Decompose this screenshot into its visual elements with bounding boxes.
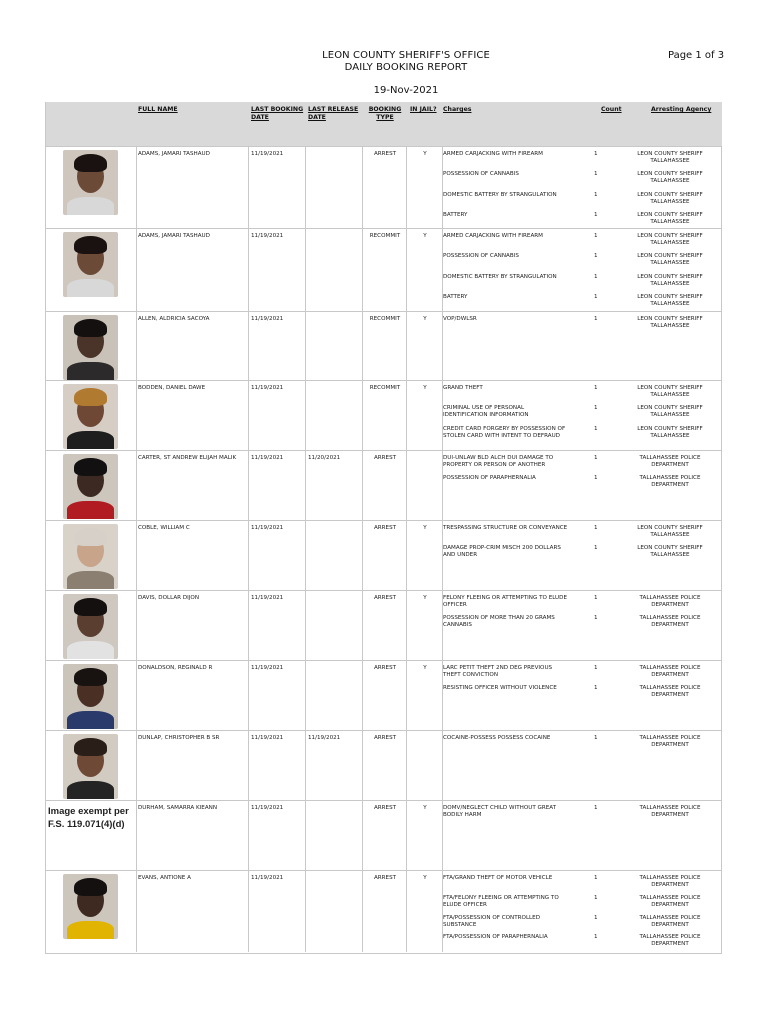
photo-body [67, 921, 114, 939]
photo-hair [74, 458, 107, 476]
inmate-name: DAVIS, DOLLAR DIJON [138, 595, 200, 601]
arresting-agency: TALLAHASSEE POLICE DEPARTMENT [639, 455, 701, 469]
column-divider [406, 312, 407, 380]
charge-description: COCAINE-POSSESS POSSESS COCAINE [443, 735, 551, 741]
col-charges: Charges [443, 106, 472, 113]
column-divider [305, 229, 306, 311]
booking-type: RECOMMIT [369, 233, 401, 239]
column-divider [136, 801, 137, 870]
column-divider [305, 381, 306, 450]
table-row [46, 450, 722, 520]
arresting-agency: LEON COUNTY SHERIFF TALLAHASSEE [637, 151, 703, 165]
last-booking-date: 11/19/2021 [251, 525, 284, 531]
column-divider [248, 147, 249, 228]
column-divider [362, 731, 363, 800]
photo-hair [74, 154, 107, 172]
column-divider [362, 801, 363, 870]
photo-hair [74, 236, 107, 254]
report-date: 19-Nov-2021 [373, 85, 439, 96]
charge-description: ARMED CARJACKING WITH FIREARM [443, 151, 543, 157]
column-divider [248, 521, 249, 590]
arresting-agency: LEON COUNTY SHERIFF TALLAHASSEE [637, 171, 703, 185]
last-booking-date: 11/19/2021 [251, 875, 284, 881]
in-jail: Y [423, 805, 427, 811]
arresting-agency: TALLAHASSEE POLICE DEPARTMENT [639, 595, 701, 609]
in-jail: Y [423, 316, 427, 322]
charge-count: 1 [594, 151, 598, 157]
arresting-agency: TALLAHASSEE POLICE DEPARTMENT [639, 805, 701, 819]
charge-description: BATTERY [443, 294, 468, 300]
photo-hair [74, 319, 107, 337]
charge-description: VOP/DWLSR [443, 316, 477, 322]
column-divider [136, 381, 137, 450]
table-row [46, 800, 722, 870]
col-count: Count [601, 106, 622, 113]
column-divider [406, 871, 407, 952]
arresting-agency: LEON COUNTY SHERIFF TALLAHASSEE [637, 253, 703, 267]
booking-photo [63, 594, 118, 659]
photo-body [67, 711, 114, 729]
charge-count: 1 [594, 455, 598, 461]
booking-photo [63, 454, 118, 519]
last-release-date: 11/19/2021 [308, 735, 341, 741]
photo-hair [74, 598, 107, 616]
column-divider [305, 147, 306, 228]
charge-description: DOMV/NEGLECT CHILD WITHOUT GREAT BODILY HARM [443, 805, 557, 819]
report-name: DAILY BOOKING REPORT [344, 62, 468, 73]
in-jail: Y [423, 151, 427, 157]
photo-body [67, 362, 114, 380]
charge-description: FTA/POSSESSION OF CONTROLLED SUBSTANCE [443, 915, 541, 929]
charge-count: 1 [594, 316, 598, 322]
charge-description: ARMED CARJACKING WITH FIREARM [443, 233, 543, 239]
charge-count: 1 [594, 895, 598, 901]
charge-count: 1 [594, 934, 598, 940]
photo-body [67, 279, 114, 297]
last-booking-date: 11/19/2021 [251, 455, 284, 461]
charge-description: GRAND THEFT [443, 385, 483, 391]
booking-photo [63, 150, 118, 215]
booking-type: RECOMMIT [369, 385, 401, 391]
column-divider [305, 871, 306, 952]
column-divider [362, 229, 363, 311]
photo-body [67, 501, 114, 519]
inmate-name: DUNLAP, CHRISTOPHER B SR [138, 735, 220, 741]
inmate-name: COBLE, WILLIAM C [138, 525, 190, 531]
booking-type: ARREST [373, 525, 397, 531]
table-row [46, 380, 722, 450]
charge-count: 1 [594, 475, 598, 481]
col-booking-type: BOOKING TYPE [368, 106, 402, 121]
col-last-booking-date: LAST BOOKING DATE [251, 106, 304, 121]
charge-description: FTA/GRAND THEFT OF MOTOR VEHICLE [443, 875, 553, 881]
last-booking-date: 11/19/2021 [251, 385, 284, 391]
column-divider [248, 229, 249, 311]
photo-body [67, 781, 114, 799]
booking-type: ARREST [373, 875, 397, 881]
charge-count: 1 [594, 212, 598, 218]
col-in-jail: IN JAIL? [410, 106, 437, 113]
inmate-name: BODDEN, DANIEL DAWE [138, 385, 206, 391]
column-divider [136, 661, 137, 730]
arresting-agency: LEON COUNTY SHERIFF TALLAHASSEE [637, 274, 703, 288]
charge-description: CRIMINAL USE OF PERSONAL IDENTIFICATION INFORMATION [443, 405, 529, 419]
charge-description: POSSESSION OF MORE THAN 20 GRAMS CANNABIS [443, 615, 555, 629]
booking-photo [63, 734, 118, 799]
booking-type: ARREST [373, 805, 397, 811]
arresting-agency: TALLAHASSEE POLICE DEPARTMENT [639, 934, 701, 948]
in-jail: Y [423, 595, 427, 601]
column-divider [406, 661, 407, 730]
col-arresting-agency: Arresting Agency [651, 106, 712, 113]
charge-count: 1 [594, 915, 598, 921]
last-booking-date: 11/19/2021 [251, 805, 284, 811]
charge-description: BATTERY [443, 212, 468, 218]
booking-photo [63, 874, 118, 939]
in-jail: Y [423, 665, 427, 671]
photo-body [67, 641, 114, 659]
booking-photo [63, 664, 118, 729]
arresting-agency: LEON COUNTY SHERIFF TALLAHASSEE [637, 385, 703, 399]
arresting-agency: LEON COUNTY SHERIFF TALLAHASSEE [637, 426, 703, 440]
column-divider [406, 521, 407, 590]
booking-photo [63, 232, 118, 297]
photo-hair [74, 528, 107, 546]
photo-body [67, 197, 114, 215]
charge-count: 1 [594, 735, 598, 741]
charge-count: 1 [594, 294, 598, 300]
booking-type: RECOMMIT [369, 316, 401, 322]
inmate-name: DONALDSON, REGINALD R [138, 665, 213, 671]
charge-description: DUI-UNLAW BLD ALCH DUI DAMAGE TO PROPERTY OR PERSON OF ANOTHER [443, 455, 554, 469]
charge-description: POSSESSION OF CANNABIS [443, 171, 519, 177]
inmate-name: ADAMS, JAMARI TASHAUD [138, 151, 210, 157]
charge-count: 1 [594, 171, 598, 177]
column-divider [406, 731, 407, 800]
charge-count: 1 [594, 274, 598, 280]
booking-table [45, 102, 722, 954]
booking-type: ARREST [373, 735, 397, 741]
office-name: LEON COUNTY SHERIFF'S OFFICE [322, 50, 490, 61]
table-row [46, 520, 722, 590]
last-booking-date: 11/19/2021 [251, 665, 284, 671]
column-divider [248, 731, 249, 800]
arresting-agency: LEON COUNTY SHERIFF TALLAHASSEE [637, 316, 703, 330]
photo-body [67, 431, 114, 449]
photo-body [67, 571, 114, 589]
inmate-name: DURHAM, SAMARRA KIEANN [138, 805, 218, 811]
table-header [46, 102, 722, 146]
arresting-agency: LEON COUNTY SHERIFF TALLAHASSEE [637, 545, 703, 559]
charge-count: 1 [594, 875, 598, 881]
charge-description: POSSESSION OF CANNABIS [443, 253, 519, 259]
column-divider [248, 591, 249, 660]
arresting-agency: LEON COUNTY SHERIFF TALLAHASSEE [637, 233, 703, 247]
charge-count: 1 [594, 685, 598, 691]
column-divider [406, 801, 407, 870]
table-row [46, 311, 722, 380]
inmate-name: EVANS, ANTIONE A [138, 875, 191, 881]
column-divider [362, 312, 363, 380]
photo-hair [74, 738, 107, 756]
photo-hair [74, 878, 107, 896]
column-divider [406, 147, 407, 228]
column-divider [248, 312, 249, 380]
arresting-agency: LEON COUNTY SHERIFF TALLAHASSEE [637, 525, 703, 539]
column-divider [406, 381, 407, 450]
column-divider [305, 801, 306, 870]
photo-hair [74, 668, 107, 686]
column-divider [136, 731, 137, 800]
column-divider [362, 591, 363, 660]
column-divider [305, 591, 306, 660]
table-row [46, 146, 722, 228]
report-title [0, 50, 768, 74]
charge-count: 1 [594, 665, 598, 671]
column-divider [248, 451, 249, 520]
arresting-agency: TALLAHASSEE POLICE DEPARTMENT [639, 665, 701, 679]
inmate-name: ADAMS, JAMARI TASHAUD [138, 233, 210, 239]
page-number: Page 1 of 3 [668, 50, 725, 61]
charge-count: 1 [594, 615, 598, 621]
in-jail: Y [423, 233, 427, 239]
arresting-agency: TALLAHASSEE POLICE DEPARTMENT [639, 875, 701, 889]
column-divider [406, 451, 407, 520]
charge-description: RESISTING OFFICER WITHOUT VIOLENCE [443, 685, 557, 691]
column-divider [362, 147, 363, 228]
arresting-agency: LEON COUNTY SHERIFF TALLAHASSEE [637, 212, 703, 226]
col-full-name: FULL NAME [138, 106, 178, 113]
in-jail: Y [423, 525, 427, 531]
column-divider [248, 801, 249, 870]
table-row [46, 870, 722, 952]
column-divider [362, 451, 363, 520]
photo-hair [74, 388, 107, 406]
column-divider [362, 381, 363, 450]
charge-count: 1 [594, 805, 598, 811]
column-divider [248, 871, 249, 952]
column-divider [362, 871, 363, 952]
col-last-release-date: LAST RELEASE DATE [308, 106, 359, 121]
column-divider [305, 731, 306, 800]
column-divider [362, 661, 363, 730]
charge-description: DAMAGE PROP-CRIM MISCH 200 DOLLARS AND UNDER [443, 545, 561, 559]
charge-count: 1 [594, 192, 598, 198]
charge-count: 1 [594, 426, 598, 432]
charge-count: 1 [594, 405, 598, 411]
arresting-agency: LEON COUNTY SHERIFF TALLAHASSEE [637, 405, 703, 419]
table-row [46, 590, 722, 660]
column-divider [136, 229, 137, 311]
column-divider [136, 147, 137, 228]
table-row [46, 730, 722, 800]
charge-description: DOMESTIC BATTERY BY STRANGULATION [443, 192, 557, 198]
charge-description: CREDIT CARD FORGERY BY POSSESSION OF STOLEN CARD WITH INTENT TO DEFRAUD [443, 426, 566, 440]
column-divider [136, 591, 137, 660]
in-jail: Y [423, 875, 427, 881]
column-divider [406, 229, 407, 311]
column-divider [305, 521, 306, 590]
table-row [46, 228, 722, 311]
charge-description: FELONY FLEEING OR ATTEMPTING TO ELUDE OFFICER [443, 595, 567, 609]
charge-count: 1 [594, 525, 598, 531]
charge-description: FTA/FELONY FLEEING OR ATTEMPTING TO ELUDE OFFICER [443, 895, 559, 909]
column-divider [136, 312, 137, 380]
column-divider [248, 661, 249, 730]
booking-type: ARREST [373, 151, 397, 157]
column-divider [406, 591, 407, 660]
arresting-agency: LEON COUNTY SHERIFF TALLAHASSEE [637, 294, 703, 308]
charge-description: FTA/POSSESSION OF PARAPHERNALIA [443, 934, 548, 940]
arresting-agency: TALLAHASSEE POLICE DEPARTMENT [639, 615, 701, 629]
table-row [46, 660, 722, 730]
in-jail: Y [423, 385, 427, 391]
charge-count: 1 [594, 545, 598, 551]
charge-description: TRESPASSING STRUCTURE OR CONVEYANCE [443, 525, 568, 531]
arresting-agency: TALLAHASSEE POLICE DEPARTMENT [639, 475, 701, 489]
column-divider [362, 521, 363, 590]
charge-count: 1 [594, 595, 598, 601]
booking-type: ARREST [373, 455, 397, 461]
column-divider [136, 451, 137, 520]
booking-photo [63, 524, 118, 589]
booking-type: ARREST [373, 595, 397, 601]
arresting-agency: TALLAHASSEE POLICE DEPARTMENT [639, 895, 701, 909]
booking-type: ARREST [373, 665, 397, 671]
charge-count: 1 [594, 233, 598, 239]
arresting-agency: TALLAHASSEE POLICE DEPARTMENT [639, 915, 701, 929]
image-exempt-notice: Image exempt per F.S. 119.071(4)(d) [48, 806, 129, 830]
column-divider [305, 312, 306, 380]
column-divider [305, 661, 306, 730]
inmate-name: ALLEN, ALDRICIA SACOYA [138, 316, 210, 322]
last-release-date: 11/20/2021 [308, 455, 341, 461]
column-divider [136, 521, 137, 590]
charge-description: DOMESTIC BATTERY BY STRANGULATION [443, 274, 557, 280]
arresting-agency: LEON COUNTY SHERIFF TALLAHASSEE [637, 192, 703, 206]
charge-count: 1 [594, 253, 598, 259]
last-booking-date: 11/19/2021 [251, 316, 284, 322]
booking-photo [63, 384, 118, 449]
last-booking-date: 11/19/2021 [251, 595, 284, 601]
charge-count: 1 [594, 385, 598, 391]
arresting-agency: TALLAHASSEE POLICE DEPARTMENT [639, 685, 701, 699]
charge-description: POSSESSION OF PARAPHERNALIA [443, 475, 536, 481]
charge-description: LARC PETIT THEFT 2ND DEG PREVIOUS THEFT CONVICTION [443, 665, 553, 679]
column-divider [248, 381, 249, 450]
arresting-agency: TALLAHASSEE POLICE DEPARTMENT [639, 735, 701, 749]
booking-photo [63, 315, 118, 380]
last-booking-date: 11/19/2021 [251, 233, 284, 239]
last-booking-date: 11/19/2021 [251, 735, 284, 741]
inmate-name: CARTER, ST ANDREW ELIJAH MALIK [138, 455, 237, 461]
last-booking-date: 11/19/2021 [251, 151, 284, 157]
column-divider [136, 871, 137, 952]
column-divider [305, 451, 306, 520]
